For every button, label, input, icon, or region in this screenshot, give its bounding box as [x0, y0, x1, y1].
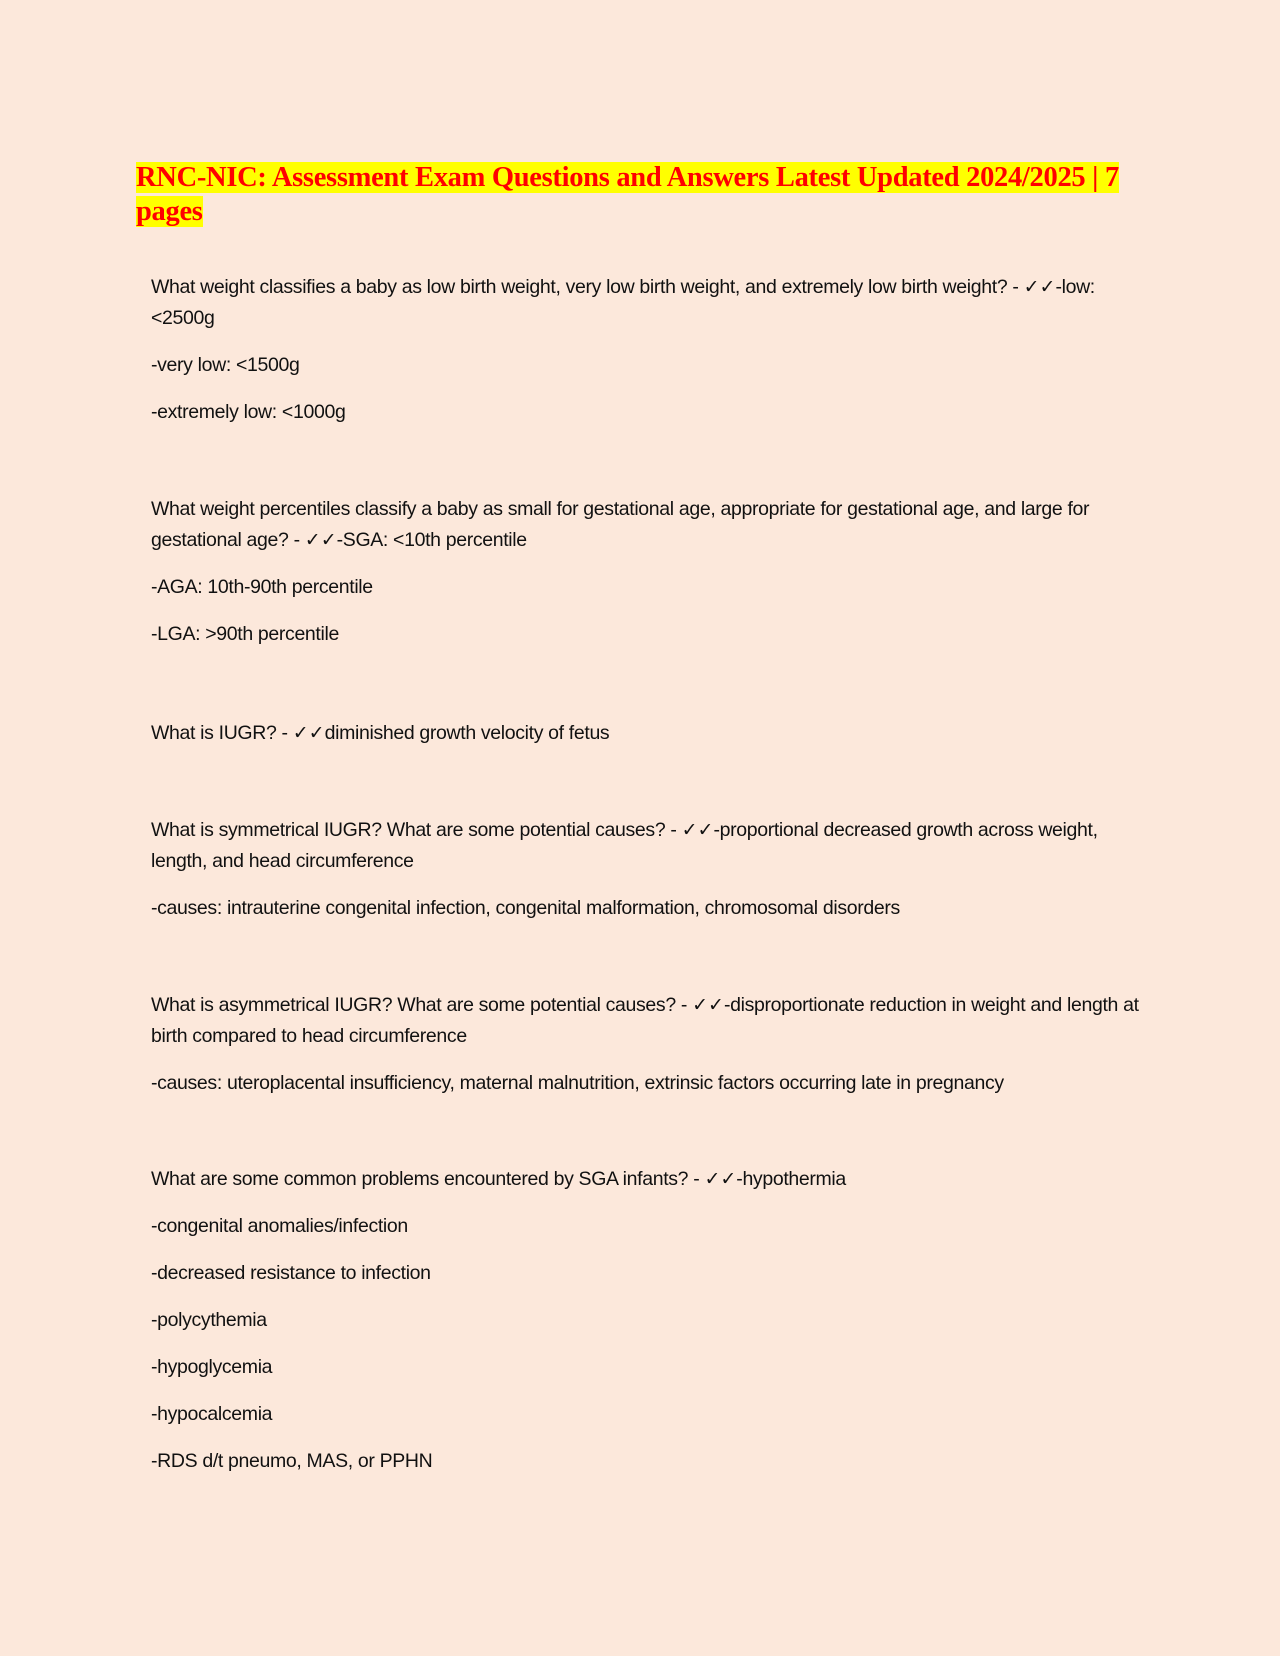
answer-line: -hypoglycemia [151, 1356, 273, 1378]
double-check-icon: ✓✓ [704, 1168, 737, 1190]
double-check-icon: ✓✓ [304, 529, 337, 551]
answer-line: -very low: <1500g [151, 354, 300, 376]
answer-line: -causes: uteroplacental insufficiency, maternal malnutrition, extrinsic factors occurring late in pregnancy [151, 1072, 1004, 1094]
answer-line: -congenital anomalies/infection [151, 1215, 408, 1237]
answer-line: -LGA: >90th percentile [151, 623, 339, 645]
double-check-icon: ✓✓ [1023, 276, 1056, 298]
answer-line: -polycythemia [151, 1309, 267, 1331]
question-line: What is symmetrical IUGR? What are some potential causes? - ✓✓-proportional decreased growth across weight, length, and head circumference [151, 819, 1098, 872]
qa-item [151, 990, 1141, 1099]
answer-line: -RDS d/t pneumo, MAS, or PPHN [151, 1450, 433, 1472]
qa-item [151, 1164, 1141, 1477]
answer-line: -causes: intrauterine congenital infection, congenital malformation, chromosomal disorders [151, 897, 900, 919]
qa-item [151, 815, 1141, 924]
qa-item [151, 718, 1141, 749]
answer-line: -decreased resistance to infection [151, 1262, 431, 1284]
double-check-icon: ✓✓ [681, 819, 714, 841]
answer-line: -AGA: 10th-90th percentile [151, 576, 373, 598]
document-title: RNC-NIC: Assessment Exam Questions and Answers Latest Updated 2024/2025 | 7 pages [136, 162, 1119, 228]
question-line: What are some common problems encountered by SGA infants? - ✓✓-hypothermia [151, 1168, 846, 1190]
question-line: What weight classifies a baby as low birth weight, very low birth weight, and extremely low birth weight? - ✓✓-low: <2500g [151, 276, 1095, 329]
answer-line: -hypocalcemia [151, 1403, 273, 1425]
question-line: What is IUGR? - ✓✓diminished growth velocity of fetus [151, 722, 610, 744]
double-check-icon: ✓✓ [692, 994, 724, 1016]
question-line: What weight percentiles classify a baby as small for gestational age, appropriate for gestational age, and large for gestational age? - ✓✓-SGA: <10th percentile [151, 498, 1090, 551]
qa-item [151, 272, 1141, 428]
double-check-icon: ✓✓ [292, 722, 325, 744]
question-line: What is asymmetrical IUGR? What are some potential causes? - ✓✓-disproportionate reduction in weight and length at birth compared to head circumference [151, 994, 1139, 1047]
qa-item [151, 494, 1141, 650]
answer-line: -extremely low: <1000g [151, 401, 346, 423]
